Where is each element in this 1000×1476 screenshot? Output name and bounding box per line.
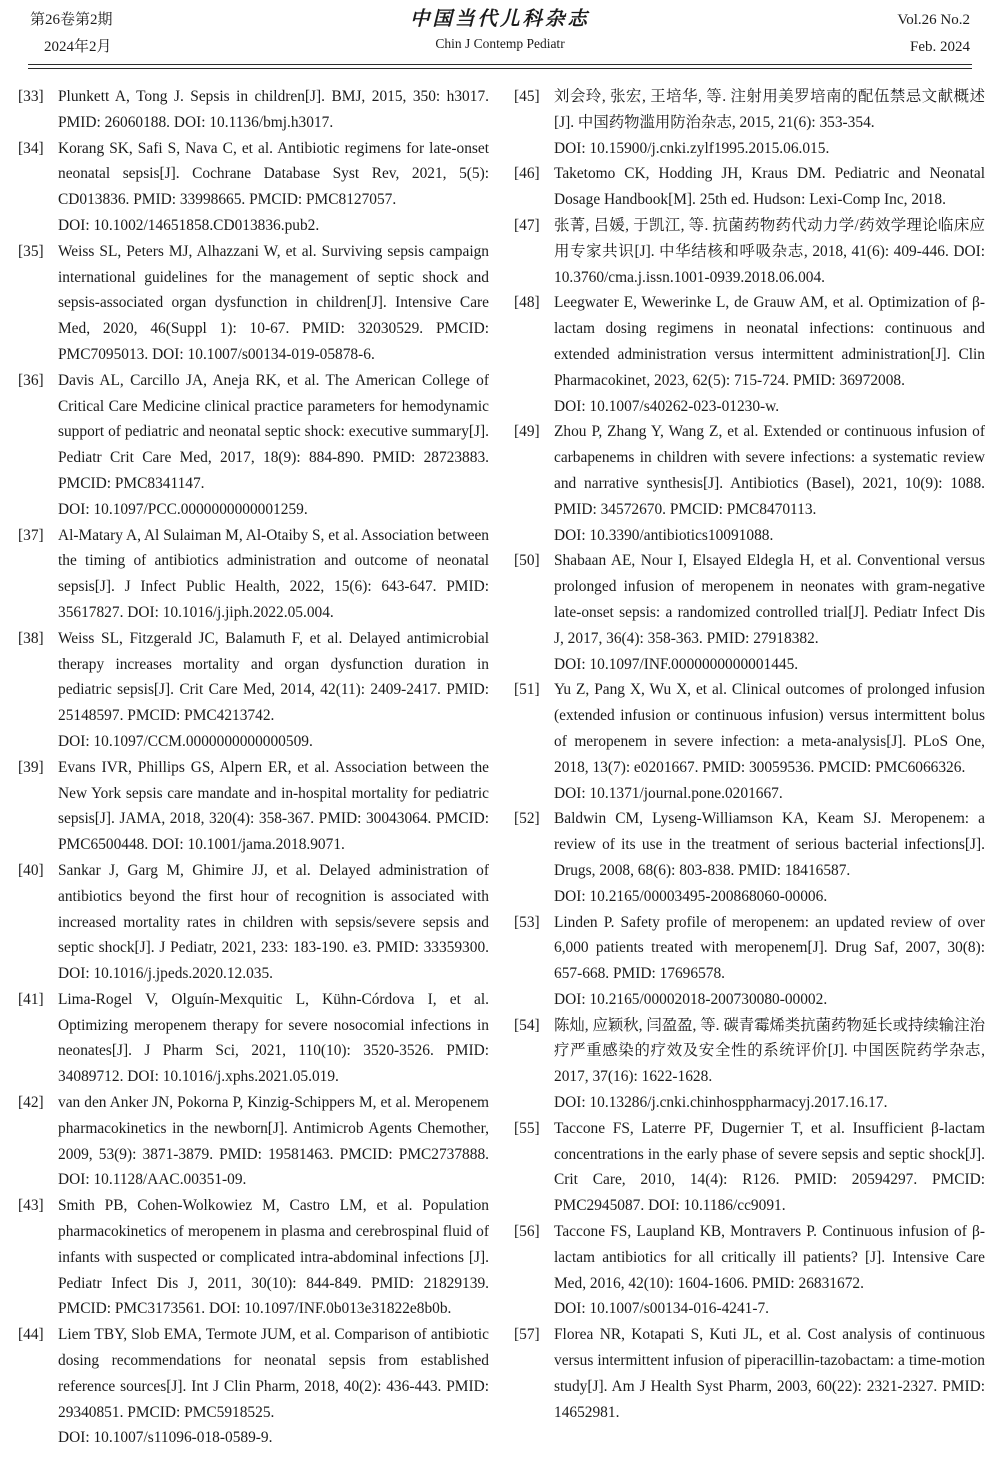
reference-body <box>554 419 985 548</box>
reference-text: DOI: 10.2165/00003495-200868060-00006. <box>554 887 828 905</box>
reference-number: [37] <box>18 526 44 544</box>
reference-text: Al-Matary A, Al Sulaiman M, Al-Otaiby S, et al. Association between the timing of antibiotics administration and outcome of neonatal sepsis[J]. J Infect Public Health, 2022, 15(6): 643-647. PMID: 35617827. DOI: 10.1016/j.jiph.2022.05.004. <box>58 526 489 621</box>
reference-item <box>18 858 489 987</box>
reference-body <box>58 1193 489 1322</box>
reference-item <box>514 213 985 290</box>
header-center <box>210 7 790 54</box>
reference-item <box>18 136 489 239</box>
reference-body <box>58 626 489 755</box>
reference-body <box>554 1219 985 1322</box>
reference-number: [55] <box>514 1119 540 1137</box>
reference-text: DOI: 10.13286/j.cnki.chinhosppharmacyj.2017.16.17. <box>554 1094 888 1112</box>
reference-item <box>18 368 489 523</box>
reference-item <box>514 910 985 1013</box>
reference-item <box>514 161 985 213</box>
reference-text: Weiss SL, Peters MJ, Alhazzani W, et al. Surviving sepsis campaign international guidelines for the management of septic shock and sepsis-associated organ dysfunction in children[J]. Intensive Care Med, 2020, 46(Suppl 1): 10-67. PMID: 32030529. PMCID: PMC7095013. DOI: 10.1007/s00134-019-05878-6. <box>58 242 489 363</box>
reference-number: [54] <box>514 1016 540 1034</box>
reference-body <box>554 806 985 909</box>
reference-number: [51] <box>514 681 540 699</box>
reference-text: Davis AL, Carcillo JA, Aneja RK, et al. The American College of Critical Care Medicine clinical practice parameters for hemodynamic support of pediatric and neonatal septic shock: executive summary[J]. Pediatr Crit Care Med, 2017, 18(9): 884-890. PMID: 28723883. PMCID: PMC8341147. <box>58 371 489 492</box>
date-en: Feb. 2024 <box>910 39 970 55</box>
reference-item <box>514 290 985 419</box>
reference-number: [48] <box>514 294 540 312</box>
reference-number: [45] <box>514 88 540 105</box>
reference-text: 刘会玲, 张宏, 王培华, 等. 注射用美罗培南的配伍禁忌文献概述[J]. 中国药物滥用防治杂志, 2015, 21(6): 353-354. <box>554 88 985 131</box>
reference-text: DOI: 10.1007/s40262-023-01230-w. <box>554 397 780 415</box>
reference-number: [35] <box>18 242 44 260</box>
reference-body <box>58 84 489 136</box>
reference-text: Taketomo CK, Hodding JH, Kraus DM. Pediatric and Neonatal Dosage Handbook[M]. 25th ed. Hudson: Lexi-Comp Inc, 2018. <box>554 165 985 209</box>
reference-number: [43] <box>18 1197 44 1215</box>
reference-number: [53] <box>514 913 540 931</box>
reference-number: [41] <box>18 990 44 1008</box>
reference-number: [33] <box>18 88 44 105</box>
reference-item <box>18 1090 489 1193</box>
reference-item <box>18 1193 489 1322</box>
reference-body <box>58 523 489 626</box>
volume-issue-cn: 第26卷第2期 <box>30 12 113 28</box>
reference-text: DOI: 10.15900/j.cnki.zylf1995.2015.06.015. <box>554 139 830 157</box>
header-left <box>30 7 210 61</box>
reference-body <box>554 1322 985 1425</box>
reference-body <box>58 755 489 858</box>
reference-item <box>514 1322 985 1425</box>
reference-text: DOI: 10.1007/s00134-016-4241-7. <box>554 1300 770 1318</box>
reference-text: Sankar J, Garg M, Ghimire JJ, et al. Delayed administration of antibiotics beyond the first hour of recognition is associated with increased mortality rates in children with sepsis/severe sepsis and septic shock[J]. J Pediatr, 2021, 233: 183-190. e3. PMID: 33359300. DOI: 10.1016/j.jpeds.2020.12.035. <box>58 861 489 983</box>
reference-body <box>554 910 985 1013</box>
date-cn: 2024年2月 <box>44 39 112 55</box>
reference-text: Plunkett A, Tong J. Sepsis in children[J]. BMJ, 2015, 350: h3017. PMID: 26060188. DOI: 10.1136/bmj.h3017. <box>58 88 489 131</box>
reference-text: DOI: 10.1007/s11096-018-0589-9. <box>58 1429 273 1447</box>
reference-body <box>554 84 985 161</box>
reference-item <box>514 548 985 677</box>
reference-text: Yu Z, Pang X, Wu X, et al. Clinical outcomes of prolonged infusion (extended infusion or continuous infusion) versus intermittent bolus of meropenem in severe infection: a meta-analysis[J]. PLoS One, 2018, 13(7): e0201667. PMID: 30059536. PMCID: PMC6066326. <box>554 681 985 776</box>
reference-number: [57] <box>514 1326 540 1344</box>
reference-item <box>18 755 489 858</box>
reference-text: DOI: 10.1002/14651858.CD013836.pub2. <box>58 216 320 234</box>
reference-item <box>514 677 985 806</box>
reference-body <box>58 368 489 523</box>
reference-body <box>58 1090 489 1193</box>
reference-number: [44] <box>18 1326 44 1344</box>
header-right <box>790 7 970 61</box>
volume-issue-en: Vol.26 No.2 <box>897 12 970 28</box>
reference-item <box>514 806 985 909</box>
reference-number: [47] <box>514 216 540 234</box>
reference-number: [36] <box>18 371 44 389</box>
reference-number: [39] <box>18 758 44 776</box>
reference-text: Baldwin CM, Lyseng-Williamson KA, Keam SJ. Meropenem: a review of its use in the treatment of serious bacterial infections[J]. Drugs, 2008, 68(6): 803-838. PMID: 18416587. <box>554 810 985 879</box>
reference-item <box>18 987 489 1090</box>
reference-item <box>514 84 985 161</box>
reference-item <box>18 523 489 626</box>
reference-number: [38] <box>18 629 44 647</box>
reference-text: Lima-Rogel V, Olguín-Mexquitic L, Kühn-Córdova I, et al. Optimizing meropenem therapy for severe nosocomial infections in neonates[J]. J Pharm Sci, 2021, 110(10): 3520-3526. PMID: 34089712. DOI: 10.1016/j.xphs.2021.05.019. <box>58 990 489 1086</box>
reference-text: 陈灿, 应颖秋, 闫盈盈, 等. 碳青霉烯类抗菌药物延长或持续输注治疗严重感染的疗效及安全性的系统评价[J]. 中国医院药学杂志, 2017, 37(16): 1622-1628. <box>554 1016 985 1086</box>
reference-text: DOI: 10.1097/CCM.0000000000000509. <box>58 732 313 750</box>
reference-item <box>514 1013 985 1116</box>
reference-body <box>554 548 985 677</box>
reference-text: van den Anker JN, Pokorna P, Kinzig-Schippers M, et al. Meropenem pharmacokinetics in the newborn[J]. Antimicrob Agents Chemother, 2009, 53(9): 3871-3879. PMID: 19581463. PMCID: PMC2737888. DOI: 10.1128/AAC.00351-09. <box>58 1094 489 1189</box>
reference-body <box>58 239 489 368</box>
reference-body <box>554 161 985 213</box>
reference-text: Liem TBY, Slob EMA, Termote JUM, et al. Comparison of antibiotic dosing recommendations for neonatal sepsis from established reference sources[J]. Int J Clin Pharm, 2018, 40(2): 436-443. PMID: 29340851. PMCID: PMC5918525. <box>58 1326 489 1421</box>
reference-text: Zhou P, Zhang Y, Wang Z, et al. Extended or continuous infusion of carbapenems in children with severe infections: a systematic review and narrative synthesis[J]. Antibiotics (Basel), 2021, 10(9): 1088. PMID: 34572670. PMCID: PMC8470113. <box>554 423 985 518</box>
reference-item <box>18 84 489 136</box>
reference-text: Linden P. Safety profile of meropenem: an updated review of over 6,000 patients treated with meropenem[J]. Drug Saf, 2007, 30(8): 657-668. PMID: 17696578. <box>554 913 985 983</box>
reference-item <box>18 626 489 755</box>
reference-text: DOI: 10.1097/INF.0000000000001445. <box>554 655 799 673</box>
reference-number: [52] <box>514 810 540 828</box>
reference-text: Shabaan AE, Nour I, Elsayed Eldegla H, et al. Conventional versus prolonged infusion of meropenem in neonates with gram-negative late-onset sepsis: a randomized controlled trial[J]. Pediatr Infect Dis J, 2017, 36(4): 358-363. PMID: 27918382. <box>554 552 985 647</box>
reference-number: [49] <box>514 423 540 441</box>
reference-text: 张菁, 吕媛, 于凯江, 等. 抗菌药物药代动力学/药效学理论临床应用专家共识[J]. 中华结核和呼吸杂志, 2018, 41(6): 409-446. DOI: 10.3760/cma.j.issn.1001-0939.2018.06.004. <box>554 216 985 286</box>
references-column-right <box>514 84 985 1451</box>
reference-body <box>58 987 489 1090</box>
reference-text: DOI: 10.3390/antibiotics10091088. <box>554 526 774 544</box>
reference-body <box>554 1013 985 1116</box>
reference-item <box>18 1322 489 1451</box>
reference-text: DOI: 10.1097/PCC.0000000000001259. <box>58 500 308 518</box>
reference-number: [46] <box>514 165 540 183</box>
references-column-left <box>18 84 489 1451</box>
reference-number: [56] <box>514 1223 540 1241</box>
references-section <box>0 69 1000 1451</box>
reference-body <box>58 136 489 239</box>
reference-text: DOI: 10.2165/00002018-200730080-00002. <box>554 990 828 1008</box>
reference-number: [42] <box>18 1094 44 1112</box>
reference-text: Weiss SL, Fitzgerald JC, Balamuth F, et al. Delayed antimicrobial therapy increases mortality and organ dysfunction duration in pediatric sepsis[J]. Crit Care Med, 2014, 42(11): 2409-2417. PMID: 25148597. PMCID: PMC4213742. <box>58 629 489 725</box>
reference-text: Taccone FS, Laupland KB, Montravers P. Continuous infusion of β-lactam antibiotics for all critically ill patients? [J]. Intensive Care Med, 2016, 42(10): 1604-1606. PMID: 26831672. <box>554 1223 985 1292</box>
reference-text: Evans IVR, Phillips GS, Alpern ER, et al. Association between the New York sepsis care mandate and in-hospital mortality for pediatric sepsis[J]. JAMA, 2018, 320(4): 358-367. PMID: 30043064. PMCID: PMC6500448. DOI: 10.1001/jama.2018.9071. <box>58 758 489 854</box>
journal-title-cn: 中国当代儿科杂志 <box>409 9 590 30</box>
reference-text: Korang SK, Safi S, Nava C, et al. Antibiotic regimens for late-onset neonatal sepsis[J]. Cochrane Database Syst Rev, 2021, 5(5): CD013836. PMID: 33998665. PMCID: PMC8127057. <box>58 139 489 209</box>
page-header <box>0 0 1000 61</box>
reference-body <box>554 290 985 419</box>
reference-body <box>554 677 985 806</box>
reference-body <box>58 1322 489 1451</box>
reference-text: Leegwater E, Wewerinke L, de Grauw AM, et al. Optimization of β-lactam dosing regimens in neonatal infections: continuous and extended administration versus intermittent administration[J]. Clin Pharmacokinet, 2023, 62(5): 715-724. PMID: 36972008. <box>554 294 985 389</box>
reference-text: Smith PB, Cohen-Wolkowiez M, Castro LM, et al. Population pharmacokinetics of meropenem in plasma and cerebrospinal fluid of infants with suspected or complicated intra-abdominal infections [J]. Pediatr Infect Dis J, 2011, 30(10): 844-849. PMID: 21829139. PMCID: PMC3173561. DOI: 10.1097/INF.0b013e31822e8b0b. <box>58 1197 489 1318</box>
reference-item <box>514 419 985 548</box>
reference-text: DOI: 10.1371/journal.pone.0201667. <box>554 784 783 802</box>
reference-text: Taccone FS, Laterre PF, Dugernier T, et al. Insufficient β-lactam concentrations in the early phase of severe sepsis and septic shock[J]. Crit Care, 2010, 14(4): R126. PMID: 20594297. PMCID: PMC2945087. DOI: 10.1186/cc9091. <box>554 1119 985 1215</box>
journal-title-en: Chin J Contemp Pediatr <box>435 36 565 51</box>
reference-number: [40] <box>18 861 44 879</box>
reference-text: Florea NR, Kotapati S, Kuti JL, et al. Cost analysis of continuous versus intermittent infusion of piperacillin-tazobactam: a time-motion study[J]. Am J Health Syst Pharm, 2003, 60(22): 2321-2327. PMID: 14652981. <box>554 1326 985 1421</box>
reference-item <box>514 1219 985 1322</box>
reference-body <box>554 1116 985 1219</box>
reference-number: [50] <box>514 552 540 570</box>
reference-number: [34] <box>18 139 44 157</box>
reference-body <box>58 858 489 987</box>
reference-item <box>18 239 489 368</box>
reference-item <box>514 1116 985 1219</box>
reference-body <box>554 213 985 290</box>
